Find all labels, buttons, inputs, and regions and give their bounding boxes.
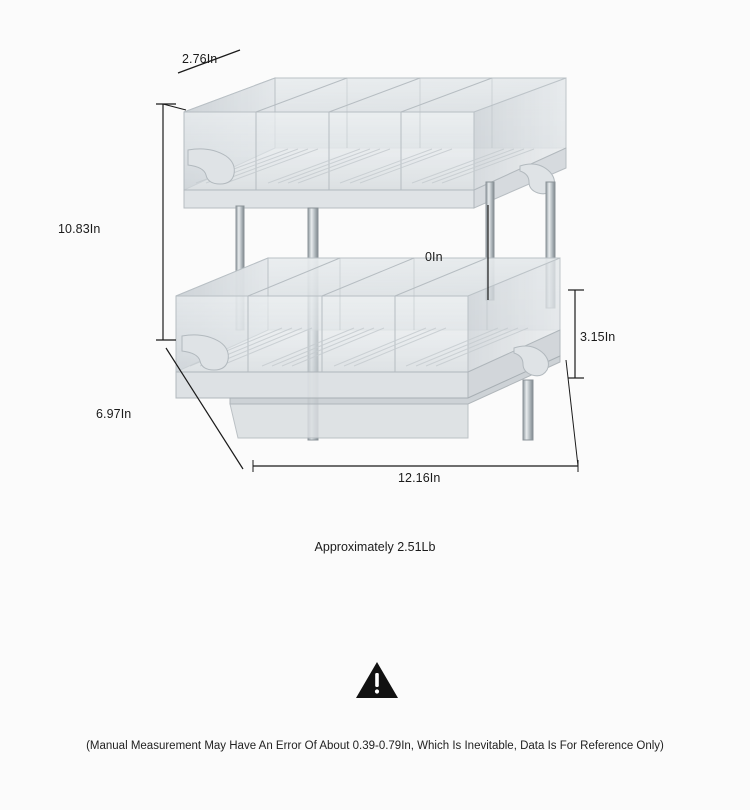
dimension-label-depth: 6.97In xyxy=(96,407,132,421)
warning-triangle-icon xyxy=(355,660,399,700)
dimension-label-total-height: 10.83In xyxy=(58,222,101,236)
weight-caption: Approximately 2.51Lb xyxy=(314,540,436,554)
dimension-label-middle-gap: 0In xyxy=(425,250,443,264)
measurement-disclaimer: (Manual Measurement May Have An Error Of About 0.39-0.79In, Which Is Inevitable, Data Is For Reference Only) xyxy=(86,740,664,752)
dimension-label-width: 12.16In xyxy=(398,471,441,485)
dimension-label-bottom-tier-height: 3.15In xyxy=(580,330,616,344)
dimension-label-top-tier-depth: 2.76In xyxy=(182,52,218,66)
